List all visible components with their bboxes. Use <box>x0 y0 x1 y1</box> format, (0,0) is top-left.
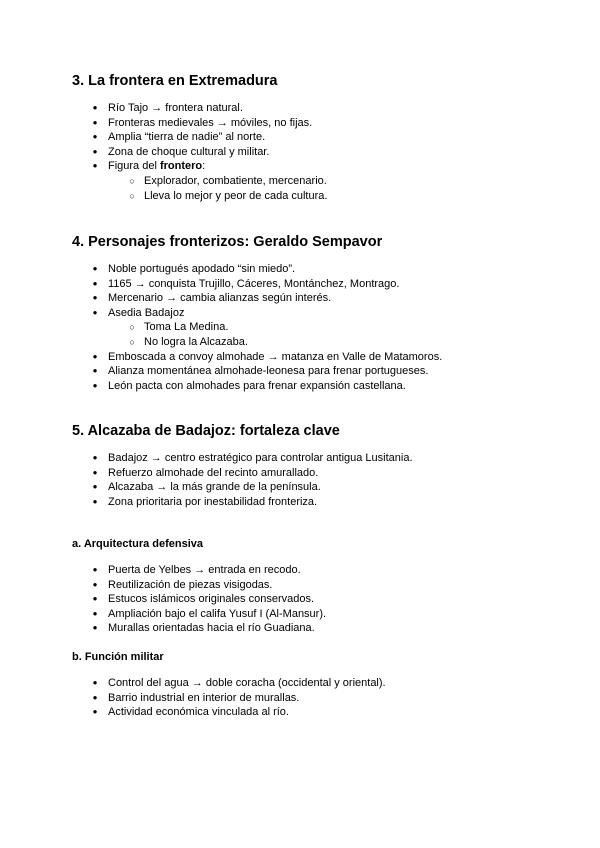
hollow-bullet-icon: ○ <box>129 322 135 333</box>
bullet-icon: ● <box>92 293 98 303</box>
asedia-sublist <box>108 320 600 349</box>
list-item: ● 1165 → conquista Trujillo, Cáceres, Montánchez, Montrago. <box>0 277 600 292</box>
sub-list-item: ○ Explorador, combatiente, mercenario. <box>108 174 600 189</box>
bullet-icon: ● <box>92 707 98 717</box>
list-item: ● Murallas orientadas hacia el río Guadiana. <box>0 621 600 636</box>
bullet-icon: ● <box>92 132 98 142</box>
list-item: ● Amplia “tierra de nadie” al norte. <box>0 130 600 145</box>
bullet-icon: ● <box>92 161 98 171</box>
list-item: ● Actividad económica vinculada al río. <box>0 705 600 720</box>
list-item: ● Emboscada a convoy almohade → matanza en Valle de Matamoros. <box>0 350 600 365</box>
bullet-icon: ● <box>92 692 98 702</box>
bullet-icon: ● <box>92 496 98 506</box>
list-item: ● Refuerzo almohade del recinto amurallado. <box>0 466 600 481</box>
subsection-b-list <box>0 676 600 720</box>
hollow-bullet-icon: ○ <box>129 175 135 186</box>
bullet-icon: ● <box>92 307 98 317</box>
list-item-asedia: ● Asedia Badajoz ○ Toma La Medina. ○ No logra la Alcazaba. <box>0 306 600 350</box>
bullet-icon: ● <box>92 453 98 462</box>
list-item: ● Estucos islámicos originales conservados. <box>0 592 600 607</box>
sub-list-item: ○ No logra la Alcazaba. <box>108 335 600 350</box>
bullet-icon: ● <box>92 565 98 574</box>
bullet-icon: ● <box>92 117 98 127</box>
list-item: ● Noble portugués apodado “sin miedo”. <box>0 262 600 277</box>
section-5-heading: 5. Alcazaba de Badajoz: fortaleza clave <box>72 423 340 439</box>
list-item: ● Zona de choque cultural y militar. <box>0 145 600 160</box>
list-item: ● Reutilización de piezas visigodas. <box>0 578 600 593</box>
bullet-icon: ● <box>92 623 98 633</box>
list-item: ● Mercenario → cambia alianzas según interés. <box>0 291 600 306</box>
list-item: ● Río Tajo → frontera natural. <box>0 101 600 116</box>
list-item: ● Alianza momentánea almohade-leonesa para frenar portugueses. <box>0 364 600 379</box>
bullet-icon: ● <box>92 264 98 273</box>
list-item-figura: ● Figura del frontero: ○ Explorador, combatiente, mercenario. ○ Lleva lo mejor y peor de cada cultura. <box>0 159 600 203</box>
figura-sublist <box>108 174 600 203</box>
bullet-icon: ● <box>92 594 98 604</box>
bullet-icon: ● <box>92 608 98 618</box>
list-item: ● León pacta con almohades para frenar expansión castellana. <box>0 379 600 394</box>
bullet-icon: ● <box>92 482 98 492</box>
bullet-icon: ● <box>92 103 98 112</box>
list-item: ● Badajoz → centro estratégico para controlar antigua Lusitania. <box>0 451 600 466</box>
sub-list-item: ○ Lleva lo mejor y peor de cada cultura. <box>108 189 600 204</box>
bullet-icon: ● <box>92 579 98 589</box>
hollow-bullet-icon: ○ <box>129 190 135 201</box>
section-4-list <box>0 262 600 393</box>
bullet-icon: ● <box>92 146 98 156</box>
bullet-icon: ● <box>92 678 98 687</box>
sub-list-item: ○ Toma La Medina. <box>108 320 600 335</box>
list-item: ● Control del agua → doble coracha (occidental y oriental). <box>0 676 600 691</box>
bullet-icon: ● <box>92 467 98 477</box>
section-3-heading: 3. La frontera en Extremadura <box>72 73 278 89</box>
section-4-heading: 4. Personajes fronterizos: Geraldo Sempavor <box>72 234 383 250</box>
subsection-a-heading: a. Arquitectura defensiva <box>72 538 204 550</box>
list-item: ● Ampliación bajo el califa Yusuf I (Al-Mansur). <box>0 607 600 622</box>
bullet-icon: ● <box>92 366 98 376</box>
bullet-icon: ● <box>92 351 98 361</box>
list-item: ● Fronteras medievales → móviles, no fijas. <box>0 116 600 131</box>
list-item: ● Alcazaba → la más grande de la península. <box>0 480 600 495</box>
bullet-icon: ● <box>92 380 98 390</box>
list-item: ● Barrio industrial en interior de murallas. <box>0 691 600 706</box>
bullet-icon: ● <box>92 278 98 288</box>
section-3-list <box>0 101 600 203</box>
subsection-b-heading: b. Función militar <box>72 651 164 663</box>
list-item: ● Zona prioritaria por inestabilidad fronteriza. <box>0 495 600 510</box>
frontero-term: frontero <box>159 160 203 173</box>
subsection-a-list <box>0 563 600 636</box>
section-5-list <box>0 451 600 509</box>
list-item: ● Puerta de Yelbes → entrada en recodo. <box>0 563 600 578</box>
hollow-bullet-icon: ○ <box>129 336 135 347</box>
